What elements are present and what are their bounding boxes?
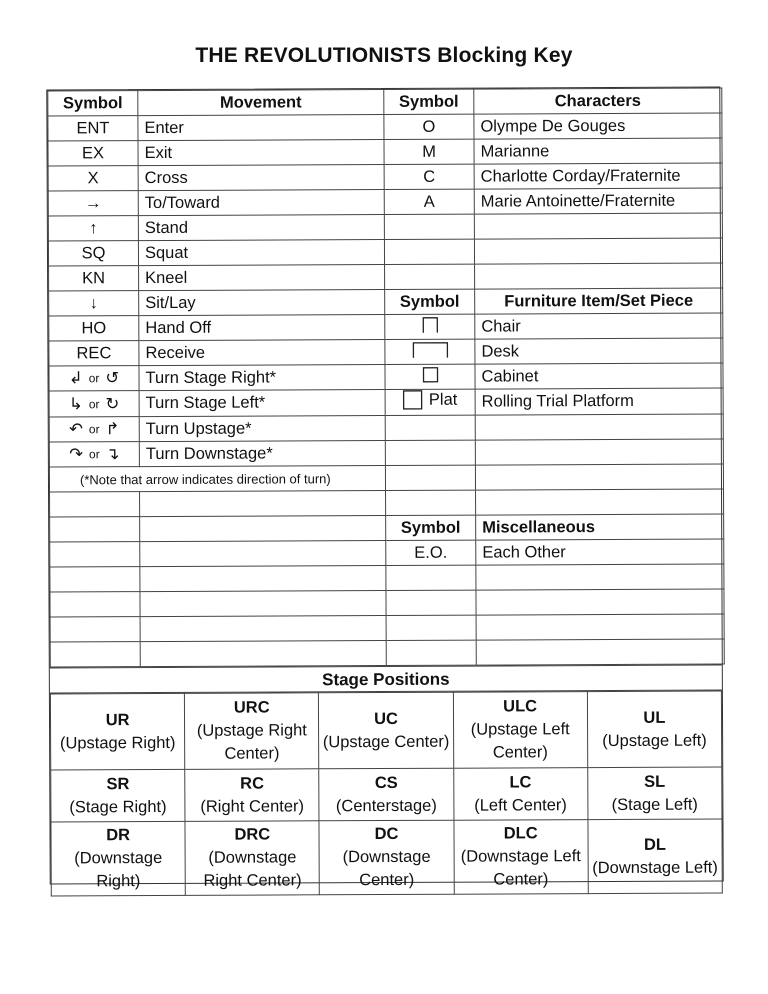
- misc-header: Miscellaneous: [476, 514, 724, 540]
- stage-full: (Upstage Right): [59, 733, 176, 752]
- empty-cell: [140, 615, 386, 641]
- movement-label: Cross: [138, 165, 384, 191]
- empty-cell: [475, 464, 723, 490]
- empty-cell: [476, 589, 724, 615]
- turn-arrow-icon: ↲: [68, 369, 83, 388]
- empty-cell: [386, 565, 476, 590]
- empty-cell: [475, 414, 723, 440]
- movement-label: Turn Upstage*: [139, 415, 385, 441]
- table-row: [48, 138, 722, 166]
- furniture-symbol: [385, 389, 475, 415]
- stage-abbr: RC: [240, 774, 265, 793]
- stage-position-cell: [51, 821, 186, 896]
- turn-arrow-icon: ↺: [105, 369, 120, 388]
- empty-cell: [475, 439, 723, 465]
- turn-arrow-icon: ↻: [105, 394, 120, 413]
- stage-abbr: DR: [106, 826, 131, 845]
- movement-label: Turn Stage Left*: [139, 389, 385, 416]
- turn-symbol: [49, 391, 139, 417]
- empty-cell: [50, 617, 140, 642]
- empty-cell: [384, 214, 474, 239]
- stage-full: (Stage Left): [611, 795, 698, 814]
- stage-position-cell: [587, 691, 722, 768]
- stage-abbr: DL: [643, 835, 666, 854]
- stage-full: (Downstage Left Center): [460, 847, 581, 889]
- empty-cell: [50, 592, 140, 617]
- empty-cell: [474, 213, 722, 239]
- empty-cell: [386, 615, 476, 640]
- stage-position-cell: [453, 692, 588, 769]
- chair-icon: [422, 316, 438, 332]
- empty-cell: [50, 492, 140, 517]
- stage-position-cell: [588, 819, 723, 894]
- movement-symbol: ↓: [49, 291, 139, 316]
- stage-abbr: CS: [374, 773, 398, 792]
- platform-symbol-text: Plat: [428, 390, 458, 409]
- turn-symbol: [49, 442, 139, 467]
- movement-label: Stand: [138, 215, 384, 241]
- movement-symbol: ↑: [48, 216, 138, 241]
- turn-arrow-icon: ↳: [68, 394, 83, 413]
- empty-cell: [140, 565, 386, 591]
- table-row: [50, 489, 724, 517]
- empty-cell: [50, 642, 140, 667]
- movement-label: Receive: [139, 339, 385, 365]
- furniture-label: Rolling Trial Platform: [475, 388, 723, 415]
- movement-label: Exit: [138, 140, 384, 166]
- empty-cell: [476, 489, 724, 515]
- empty-cell: [385, 440, 475, 465]
- movement-symbol: ENT: [48, 116, 138, 141]
- table-row: [49, 464, 723, 492]
- key-table: [47, 88, 725, 668]
- movement-label: Squat: [138, 240, 384, 266]
- furniture-symbol: [385, 339, 475, 364]
- stage-full: (Left Center): [474, 795, 567, 815]
- turn-arrow-icon: ↴: [105, 445, 120, 464]
- empty-cell: [474, 238, 722, 264]
- table-row: [50, 589, 724, 617]
- table-row: [48, 213, 722, 241]
- characters-symbol-header: Symbol: [384, 89, 474, 114]
- furniture-symbol-header: Symbol: [385, 289, 475, 314]
- stage-full: (Stage Right): [69, 797, 167, 816]
- empty-cell: [386, 640, 476, 665]
- misc-symbol: E.O.: [386, 540, 476, 565]
- character-symbol: O: [384, 114, 474, 139]
- empty-cell: [50, 517, 140, 542]
- empty-cell: [385, 264, 475, 289]
- stage-abbr: UC: [374, 709, 398, 728]
- table-row: [49, 439, 723, 467]
- or-text: or: [88, 447, 100, 462]
- table-row: [50, 639, 724, 667]
- empty-cell: [140, 515, 386, 541]
- table-row: [49, 388, 723, 417]
- empty-cell: [476, 639, 724, 665]
- stage-abbr: URC: [233, 698, 270, 717]
- turn-arrow-icon: ↱: [105, 420, 120, 439]
- stage-position-cell: [587, 767, 721, 820]
- stage-position-cell: [454, 820, 589, 895]
- furniture-label: Cabinet: [475, 363, 723, 389]
- table-row: [50, 539, 724, 567]
- table-row: [49, 363, 723, 391]
- table-row: [50, 514, 724, 542]
- movement-symbol: X: [48, 166, 138, 191]
- empty-cell: [476, 614, 724, 640]
- table-row: [49, 414, 723, 442]
- stage-position-cell: [185, 821, 320, 896]
- empty-cell: [384, 239, 474, 264]
- empty-cell: [475, 263, 723, 289]
- movement-label: Kneel: [139, 264, 385, 290]
- stage-position-cell: [51, 769, 185, 822]
- table-row: [48, 238, 722, 266]
- movement-symbol: HO: [49, 316, 139, 341]
- character-label: Charlotte Corday/Fraternite: [474, 163, 722, 189]
- furniture-symbol: [385, 314, 475, 339]
- stage-full: (Upstage Right Center): [196, 721, 307, 763]
- furniture-header: Furniture Item/Set Piece: [475, 288, 723, 314]
- character-symbol: M: [384, 139, 474, 164]
- movement-label: Sit/Lay: [139, 289, 385, 315]
- stage-abbr: LC: [509, 772, 532, 791]
- characters-header: Characters: [474, 88, 722, 114]
- stage-abbr: SR: [106, 774, 130, 793]
- stage-abbr: DLC: [503, 824, 538, 843]
- desk-icon: [412, 341, 448, 357]
- table-row: [49, 263, 723, 291]
- empty-cell: [50, 567, 140, 592]
- stage-position-cell: [453, 768, 587, 821]
- stage-full: (Upstage Center): [322, 732, 450, 751]
- stage-full: (Downstage Center): [342, 847, 431, 890]
- stage-abbr: ULC: [503, 697, 538, 716]
- stage-positions-title: Stage Positions: [50, 665, 722, 694]
- movement-symbol: SQ: [48, 241, 138, 266]
- empty-cell: [385, 465, 475, 490]
- movement-symbol: REC: [49, 341, 139, 366]
- empty-cell: [386, 590, 476, 615]
- empty-cell: [385, 415, 475, 440]
- table-row: [48, 113, 722, 141]
- stage-abbr: SL: [644, 772, 666, 791]
- or-text: or: [88, 371, 100, 386]
- turn-arrow-icon: ↶: [69, 420, 83, 439]
- blocking-key-frame: [46, 87, 723, 891]
- furniture-label: Chair: [475, 313, 723, 339]
- table-row: [48, 88, 722, 116]
- stage-full: (Downstage Right Center): [203, 848, 302, 890]
- or-text: or: [88, 422, 100, 437]
- stage-full: (Centerstage): [335, 796, 437, 815]
- movement-label: Enter: [138, 115, 384, 141]
- stage-position-cell: [319, 768, 453, 821]
- stage-full: (Upstage Left): [602, 731, 707, 750]
- cabinet-icon: [422, 366, 438, 382]
- empty-cell: [140, 590, 386, 616]
- movement-label: Turn Stage Right*: [139, 364, 385, 390]
- stage-abbr: UL: [643, 708, 666, 727]
- turn-symbol: [49, 366, 139, 391]
- stage-abbr: DC: [374, 824, 399, 844]
- empty-cell: [386, 490, 476, 515]
- movement-symbol-header: Symbol: [48, 91, 138, 116]
- movement-header: Movement: [138, 90, 384, 116]
- stage-abbr: DRC: [234, 825, 271, 844]
- stage-position-cell: [50, 693, 185, 770]
- empty-cell: [476, 564, 724, 590]
- movement-label: To/Toward: [138, 190, 384, 216]
- misc-label: Each Other: [476, 539, 724, 565]
- stage-position-cell: [319, 820, 454, 895]
- stage-full: (Downstage Right): [74, 848, 163, 891]
- character-label: Marie Antoinette/Fraternite: [474, 188, 722, 214]
- stage-position-cell: [185, 769, 319, 822]
- stage-full: (Downstage Left): [592, 858, 718, 877]
- turn-arrow-icon: ↷: [69, 445, 84, 464]
- table-row: [49, 338, 723, 366]
- furniture-label: Desk: [475, 338, 723, 364]
- table-row: [50, 691, 721, 770]
- table-row: [49, 313, 723, 341]
- movement-symbol: KN: [49, 266, 139, 291]
- misc-symbol-header: Symbol: [386, 515, 476, 540]
- table-row: [50, 614, 724, 642]
- empty-cell: [140, 490, 386, 516]
- stage-position-cell: [185, 693, 320, 770]
- table-row: [48, 188, 722, 216]
- empty-cell: [140, 640, 386, 666]
- stage-position-cell: [319, 692, 454, 769]
- character-symbol: A: [384, 189, 474, 214]
- character-label: Marianne: [474, 138, 722, 164]
- or-text: or: [88, 396, 100, 411]
- stage-full: (Right Center): [200, 796, 305, 816]
- table-row: [48, 163, 722, 191]
- stage-abbr: UR: [105, 710, 130, 729]
- character-symbol: C: [384, 164, 474, 189]
- empty-cell: [50, 542, 140, 567]
- table-row: [49, 288, 723, 316]
- furniture-symbol: [385, 364, 475, 389]
- page-title: THE REVOLUTIONISTS Blocking Key: [195, 44, 573, 67]
- stage-positions-table: [50, 691, 723, 897]
- empty-cell: [140, 540, 386, 566]
- turn-note: (*Note that arrow indicates direction of turn): [49, 465, 385, 491]
- table-row: [50, 564, 724, 592]
- table-row: [51, 767, 722, 822]
- turn-symbol: [49, 417, 139, 442]
- stage-full: (Upstage Left Center): [470, 720, 570, 762]
- movement-symbol: EX: [48, 141, 138, 166]
- movement-label: Turn Downstage*: [139, 440, 385, 466]
- movement-label: Hand Off: [139, 314, 385, 340]
- platform-icon: [403, 390, 423, 410]
- character-label: Olympe De Gouges: [474, 113, 722, 139]
- movement-symbol: →: [48, 191, 138, 216]
- table-row: [51, 819, 722, 896]
